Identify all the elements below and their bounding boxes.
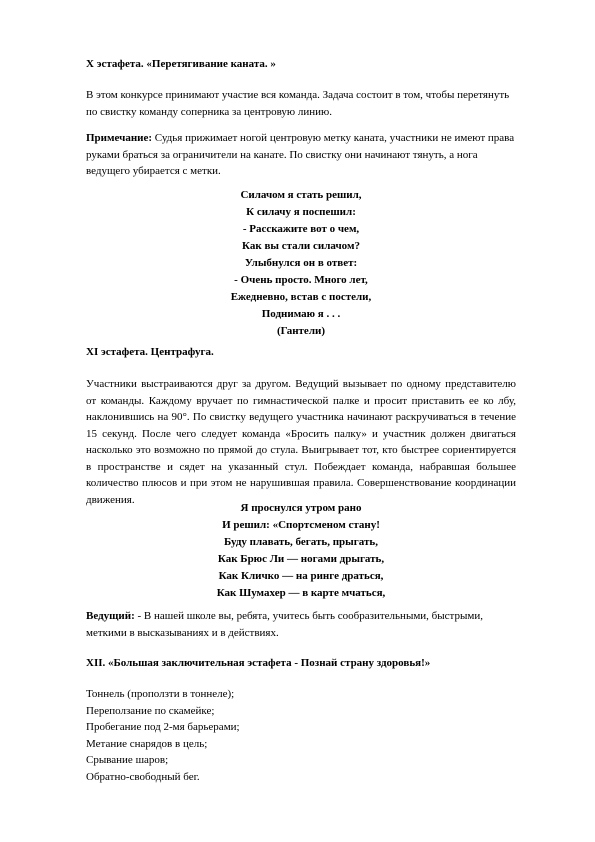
poem-line: К силачу я поспешил: xyxy=(246,206,356,219)
list-item: Пробегание под 2-мя барьерами; xyxy=(86,721,240,733)
poem-line: Ежедневно, встав с постели, xyxy=(230,291,372,304)
section-11-heading: XI эстафета. Центрафуга. xyxy=(86,346,214,358)
section-10-intro: В этом конкурсе принимают участие вся команда. Задача состоит в том, чтобы перетянуть по свистку команду соперника за центровую линию. xyxy=(86,89,510,118)
poem-line: Как вы стали силачом? xyxy=(242,240,360,253)
section-10-poem xyxy=(86,187,516,340)
note-label: Примечание: xyxy=(86,132,153,144)
list-item: Тоннель (проползти в тоннеле); xyxy=(86,688,235,700)
list-item: Переползание по скамейке; xyxy=(86,704,215,717)
list-item: Метание снарядов в цель; xyxy=(86,737,208,750)
poem-line: Как Брюс Ли — ногами дрыгать, xyxy=(217,553,385,566)
list-item: Обратно-свободный бег. xyxy=(86,770,200,783)
host-label: Ведущий: xyxy=(86,610,135,622)
poem-line: Улыбнулся он в ответ: xyxy=(244,257,358,270)
host-text: - В нашей школе вы, ребята, учитесь быть сообразительными, быстрыми, меткими в высказываниях и в действиях. xyxy=(86,610,483,639)
poem-line: - Очень просто. Много лет, xyxy=(234,274,368,287)
poem-line: Поднимаю я . . . xyxy=(261,308,341,321)
poem-line: Я проснулся утром рано xyxy=(240,502,362,514)
poem-line: Как Кличко — на ринге драться, xyxy=(218,570,384,583)
poem-line: Буду плавать, бегать, прыгать, xyxy=(224,536,378,549)
section-11-poem xyxy=(86,500,516,602)
list-item: Срывание шаров; xyxy=(86,754,169,766)
section-10-heading: X эстафета. «Перетягивание каната. » xyxy=(86,58,276,70)
poem-line: (Гантели) xyxy=(277,325,325,338)
poem-line: Как Шумахер — в карте мчаться, xyxy=(216,587,386,600)
section-10-note xyxy=(86,130,516,180)
poem-line: - Расскажите вот о чем, xyxy=(242,223,360,236)
section-12-list xyxy=(86,686,516,785)
poem-line: Силачом я стать решил, xyxy=(240,189,362,201)
section-11-body: Участники выстраиваются друг за другом. Ведущий вызывает по одному представителю от команды. Каждому вручает по гимнастической палке и просит приставить ее ко лбу, наклонившись на 90°. По свистку ведущего участника начинают раскручиваться в течение 15 секунд. После чего следует команда «Бросить палку» и участник должен двигаться насколько это возможно по прямой до стула. Выигрывает тот, кто быстрее сориентируется в пространстве и сядет на указанный стул. Побеждает команда, набравшая большее количество плюсов и при этом не нарушившая правила. Совершенствование координации движения. xyxy=(86,378,516,506)
poem-line: И решил: «Спортсменом стану! xyxy=(222,519,380,532)
section-11-host-remark xyxy=(86,608,516,641)
section-12-heading: XII. «Большая заключительная эстафета - Познай страну здоровья!» xyxy=(86,657,431,669)
note-text: Судья прижимает ногой центровую метку каната, участники не имеют права руками браться за ограничители на канате. По свистку они начинают тянуть, а нога ведущего убирается с метки. xyxy=(86,132,515,177)
